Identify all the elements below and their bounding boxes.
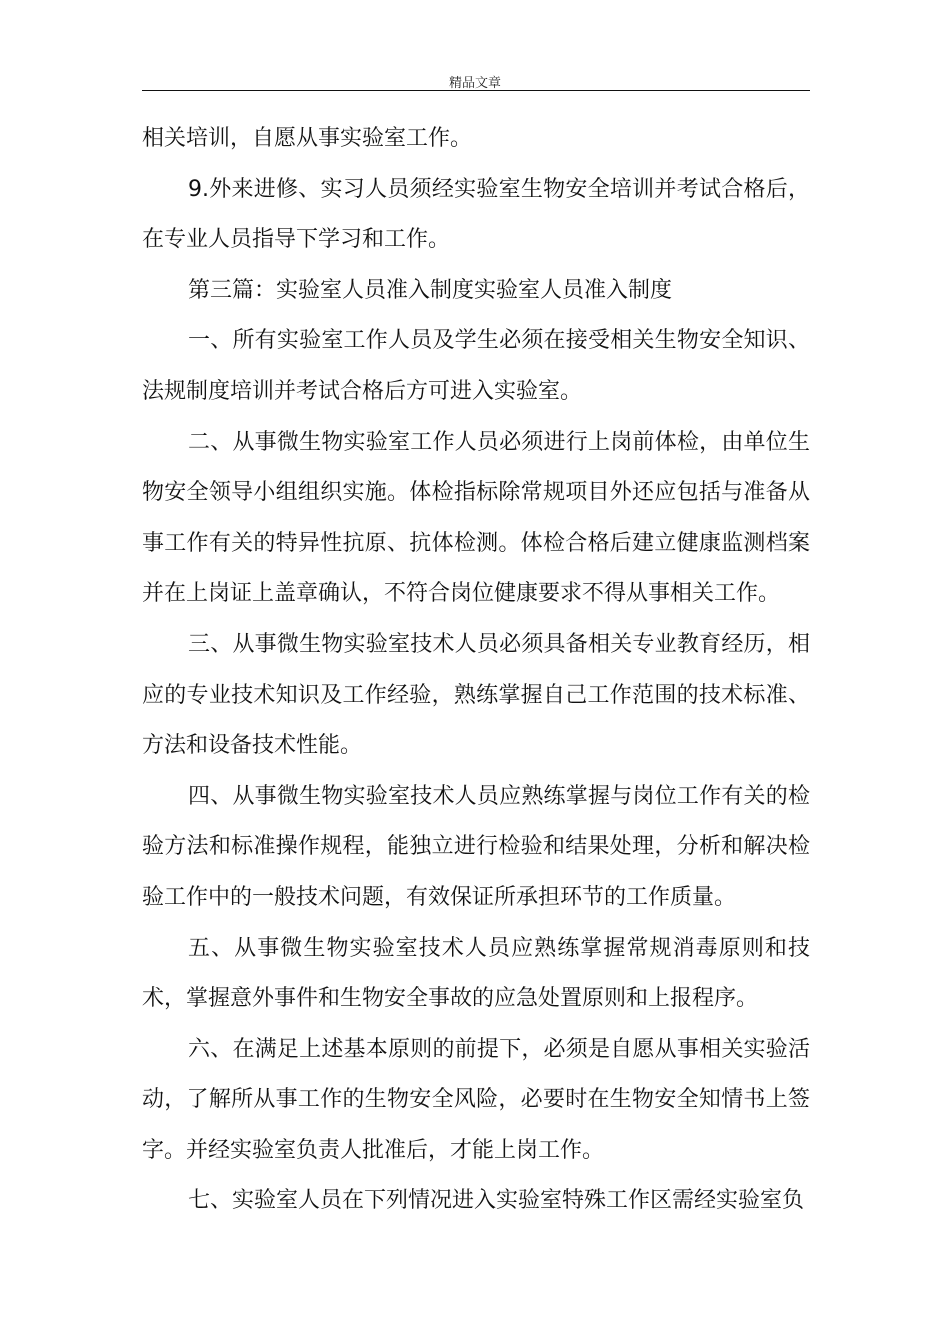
paragraph: 9.外来进修、实习人员须经实验室生物安全培训并考试合格后，在专业人员指导下学习和工作。 xyxy=(142,176,810,253)
paragraph: 相关培训，自愿从事实验室工作。 xyxy=(142,126,473,151)
paragraph: 四、从事微生物实验室技术人员应熟练掌握与岗位工作有关的检验方法和标准操作规程，能独立进行检验和结果处理，分析和解决检验工作中的一般技术问题，有效保证所承担环节的工作质量。 xyxy=(142,783,810,910)
paragraph: 五、从事微生物实验室技术人员应熟练掌握常规消毒原则和技术，掌握意外事件和生物安全事故的应急处置原则和上报程序。 xyxy=(142,935,810,1012)
paragraph: 一、所有实验室工作人员及学生必须在接受相关生物安全知识、法规制度培训并考试合格后方可进入实验室。 xyxy=(142,328,810,404)
paragraph: 二、从事微生物实验室工作人员必须进行上岗前体检，由单位生物安全领导小组组织实施。体检指标除常规项目外还应包括与准备从事工作有关的特异性抗原、抗体检测。体检合格后建立健康监测档案并在上岗证上盖章确认，不符合岗位健康要求不得从事相关工作。 xyxy=(142,429,810,607)
paragraph: 七、实验室人员在下列情况进入实验室特殊工作区需经实验室负 xyxy=(188,1188,805,1214)
header-divider xyxy=(142,90,810,91)
paragraph: 三、从事微生物实验室技术人员必须具备相关专业教育经历，相应的专业技术知识及工作经验，熟练掌握自己工作范围的技术标准、方法和设备技术性能。 xyxy=(142,631,810,759)
document-body xyxy=(142,114,810,1227)
paragraph: 六、在满足上述基本原则的前提下，必须是自愿从事相关实验活动，了解所从事工作的生物安全风险，必要时在生物安全知情书上签字。并经实验室负责人批准后，才能上岗工作。 xyxy=(142,1036,810,1163)
page-header-title: 精品文章 xyxy=(448,76,501,91)
section-title: 第三篇：实验室人员准入制度实验室人员准入制度 xyxy=(188,277,673,303)
